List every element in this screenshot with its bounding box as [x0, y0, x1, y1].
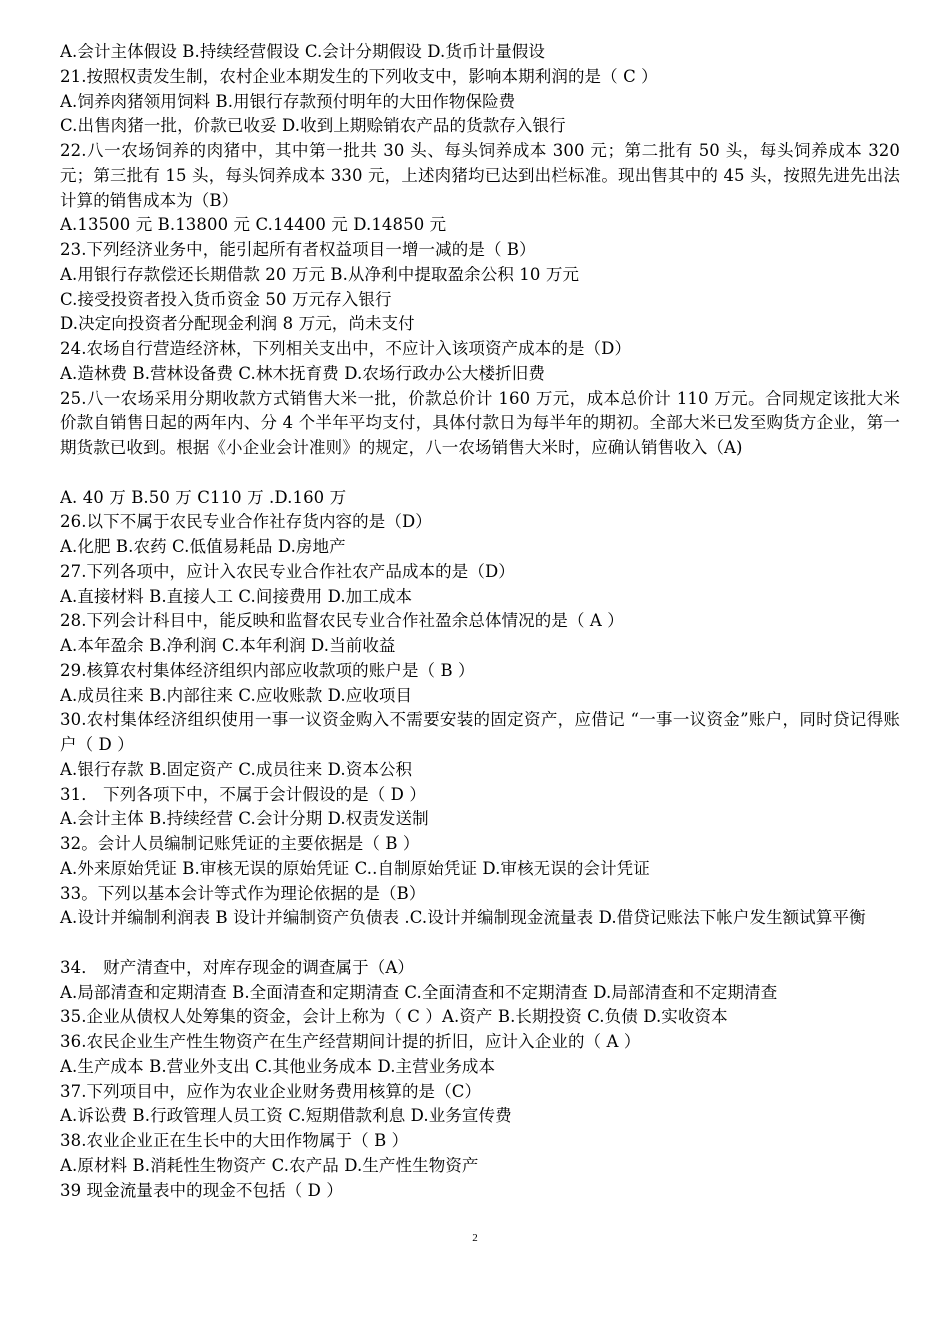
question-31-options: A.会计主体 B.持续经营 C.会计分期 D.权责发送制	[60, 809, 429, 829]
text-line-options-prev: A.会计主体假设 B.持续经营假设 C.会计分期假设 D.货币计量假设	[60, 42, 545, 61]
question-32-options: A.外来原始凭证 B.审核无误的原始凭证 C..自制原始凭证 D.审核无误的会计凭证	[60, 858, 650, 878]
question-27-options: A.直接材料 B.直接人工 C.间接费用 D.加工成本	[60, 586, 413, 606]
question-30-options: A.银行存款 B.固定资产 C.成员往来 D.资本公积	[60, 759, 413, 779]
question-39: 39 现金流量表中的现金不包括（ D ）	[60, 1180, 343, 1200]
question-27: 27.下列各项中，应计入农民专业合作社农产品成本的是（D）	[60, 561, 515, 581]
question-29-options: A.成员往来 B.内部往来 C.应收账款 D.应收项目	[60, 685, 413, 705]
question-23-option-c: C.接受投资者投入货币资金 50 万元存入银行	[60, 289, 392, 309]
question-34: 34． 财产清查中，对库存现金的调查属于（A）	[60, 957, 414, 977]
question-33-options: A.设计并编制利润表 B 设计并编制资产负债表 .C.设计并编制现金流量表 D.借贷记账法下帐户发生额试算平衡	[60, 908, 866, 928]
question-28: 28.下列会计科目中，能反映和监督农民专业合作社盈余总体情况的是（ A ）	[60, 611, 624, 631]
question-26: 26.以下不属于农民专业合作社存货内容的是（D）	[60, 512, 432, 532]
question-23: 23.下列经济业务中，能引起所有者权益项目一增一减的是（ B）	[60, 240, 536, 259]
document-body	[60, 40, 900, 1203]
question-38-options: A.原材料 B.消耗性生物资产 C.农产品 D.生产性生物资产	[60, 1155, 479, 1175]
question-36: 36.农民企业生产性生物资产在生产经营期间计提的折旧，应计入企业的（ A ）	[60, 1032, 641, 1051]
question-38: 38.农业企业正在生长中的大田作物属于（ B ）	[60, 1131, 409, 1150]
question-28-options: A.本年盈余 B.净利润 C.本年利润 D.当前收益	[60, 636, 396, 655]
question-23-options-a-b: A.用银行存款偿还长期借款 20 万元 B.从净利中提取盈余公积 10 万元	[60, 264, 580, 284]
question-32: 32。会计人员编制记账凭证的主要依据是（ B ）	[60, 834, 420, 853]
question-35: 35.企业从债权人处筹集的资金，会计上称为（ C ）A.资产 B.长期投资 C.负债 D.实收资本	[60, 1007, 728, 1027]
question-36-options: A.生产成本 B.营业外支出 C.其他业务成本 D.主营业务成本	[60, 1056, 496, 1076]
question-21-options-c-d: C.出售肉猪一批，价款已收妥 D.收到上期赊销农产品的货款存入银行	[60, 116, 566, 136]
question-25: 25.八一农场采用分期收款方式销售大米一批，价款总价计 160 万元，成本总价计 110 万元。合同规定该批大米价款自销售日起的两年内、分 4 个半年平均支付，具体付款日为每半年的期初。全部大米已发至购货方企业，第一期货款已收到。根据《小企业会计准则》的规定，八一农场销售大米时，应确认销售收入（A)	[60, 388, 900, 457]
page-number: 2	[472, 1232, 478, 1244]
question-22-options: A.13500 元 B.13800 元 C.14400 元 D.14850 元	[60, 215, 447, 235]
question-24: 24.农场自行营造经济林，下列相关支出中，不应计入该项资产成本的是（D）	[60, 339, 632, 358]
question-37: 37.下列项目中，应作为农业企业财务费用核算的是（C）	[60, 1081, 482, 1101]
question-21: 21.按照权责发生制，农村企业本期发生的下列收支中，影响本期利润的是（ C ）	[60, 66, 658, 86]
question-30: 30.农村集体经济组织使用一事一议资金购入不需要安装的固定资产，应借记 “一事一议资金”账户，同时贷记得账户（ D ）	[60, 710, 900, 754]
question-21-options-a-b: A.饲养肉猪领用饲料 B.用银行存款预付明年的大田作物保险费	[60, 91, 516, 111]
question-24-options: A.造林费 B.营林设备费 C.林木抚育费 D.农场行政办公大楼折旧费	[60, 363, 545, 383]
question-37-options: A.诉讼费 B.行政管理人员工资 C.短期借款利息 D.业务宣传费	[60, 1106, 512, 1126]
question-34-options: A.局部清查和定期清查 B.全面清查和定期清查 C.全面清查和不定期清查 D.局部清查和不定期清查	[60, 982, 778, 1002]
question-29: 29.核算农村集体经济组织内部应收款项的账户是（ B ）	[60, 660, 475, 680]
question-22: 22.八一农场饲养的肉猪中，其中第一批共 30 头、每头饲养成本 300 元；第二批有 50 头，每头饲养成本 320 元；第三批有 15 头，每头饲养成本 330 元，上述肉猪均已达到出栏标准。现出售其中的 45 头，按照先进先出法计算的销售成本为（B）	[60, 141, 900, 210]
question-26-options: A.化肥 B.农药 C.低值易耗品 D.房地产	[60, 537, 346, 556]
question-33: 33。下列以基本会计等式作为理论依据的是（B）	[60, 883, 426, 903]
question-23-option-d: D.决定向投资者分配现金利润 8 万元，尚未支付	[60, 314, 415, 334]
question-25-options: A. 40 万 B.50 万 C110 万 .D.160 万	[60, 487, 347, 507]
question-31: 31． 下列各项下中，不属于会计假设的是（ D ）	[60, 784, 426, 804]
